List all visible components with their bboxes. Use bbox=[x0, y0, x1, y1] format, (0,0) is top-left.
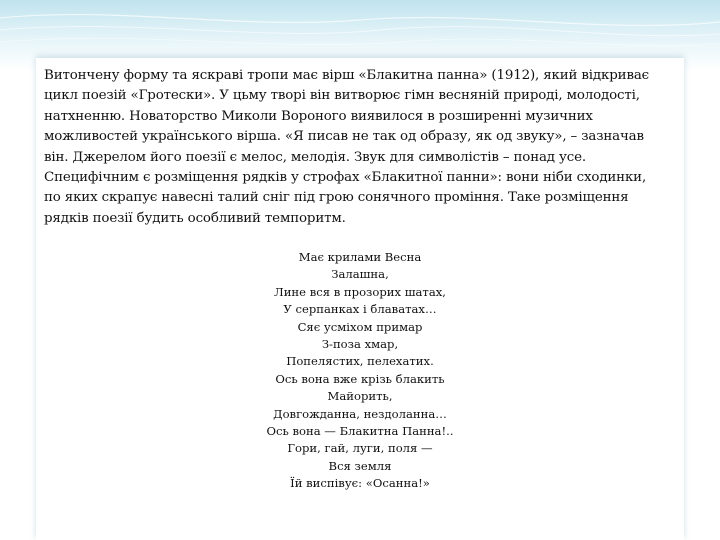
paragraph-line: по яких скрапує навесні талий сніг під грою сонячного проміння. Таке розміщення bbox=[44, 190, 629, 206]
paragraph-line: можливостей українського вірша. «Я писав не так од образу, як од звуку», – зазначав bbox=[44, 129, 644, 145]
poem-line: Майорить, bbox=[327, 389, 393, 404]
poem-line: Вся земля bbox=[328, 458, 392, 473]
poem-line: З-поза хмар, bbox=[321, 337, 399, 352]
poem-line: Довгожданна, нездоланна… bbox=[273, 406, 447, 421]
paragraph-line: рядків поезії будить особливий темпоритм. bbox=[44, 210, 346, 226]
paragraph-line: він. Джерелом його поезії є мелос, мелодія. Звук для символістів – понад усе. bbox=[44, 149, 586, 165]
poem-line: У серпанках і блаватах… bbox=[283, 302, 437, 317]
poem-excerpt bbox=[190, 249, 530, 493]
poem-line: Їй виспівує: «Осанна!» bbox=[290, 476, 430, 491]
paragraph-line: натхненню. Новаторство Миколи Вороного виявилося в розширенні музичних bbox=[44, 108, 593, 124]
poem-line: Ось вона вже крізь блакить bbox=[275, 371, 445, 386]
poem-line: Сяє усміхом примар bbox=[297, 319, 423, 334]
paragraph-line: Витончену форму та яскраві тропи має вірш «Блакитна панна» (1912), який відкриває bbox=[44, 68, 650, 83]
poem-line: Має крилами Весна bbox=[298, 250, 422, 264]
poem-line: Лине вся в прозорих шатах, bbox=[274, 284, 446, 299]
poem-line: Ось вона — Блакитна Панна!.. bbox=[266, 424, 454, 439]
paragraph-line: цикл поезій «Гротески». У цьму творі він витворює гімн весняній природі, молодості, bbox=[44, 88, 640, 104]
poem-line: Залашна, bbox=[331, 267, 389, 282]
paragraph-line: Специфічним є розміщення рядків у строфах «Блакитної панни»: вони ніби сходинки, bbox=[44, 170, 647, 186]
poem-line: Попелястих, пелехатих. bbox=[286, 354, 434, 369]
poem-line: Гори, гай, луги, поля — bbox=[287, 441, 433, 456]
body-paragraph bbox=[44, 66, 684, 229]
